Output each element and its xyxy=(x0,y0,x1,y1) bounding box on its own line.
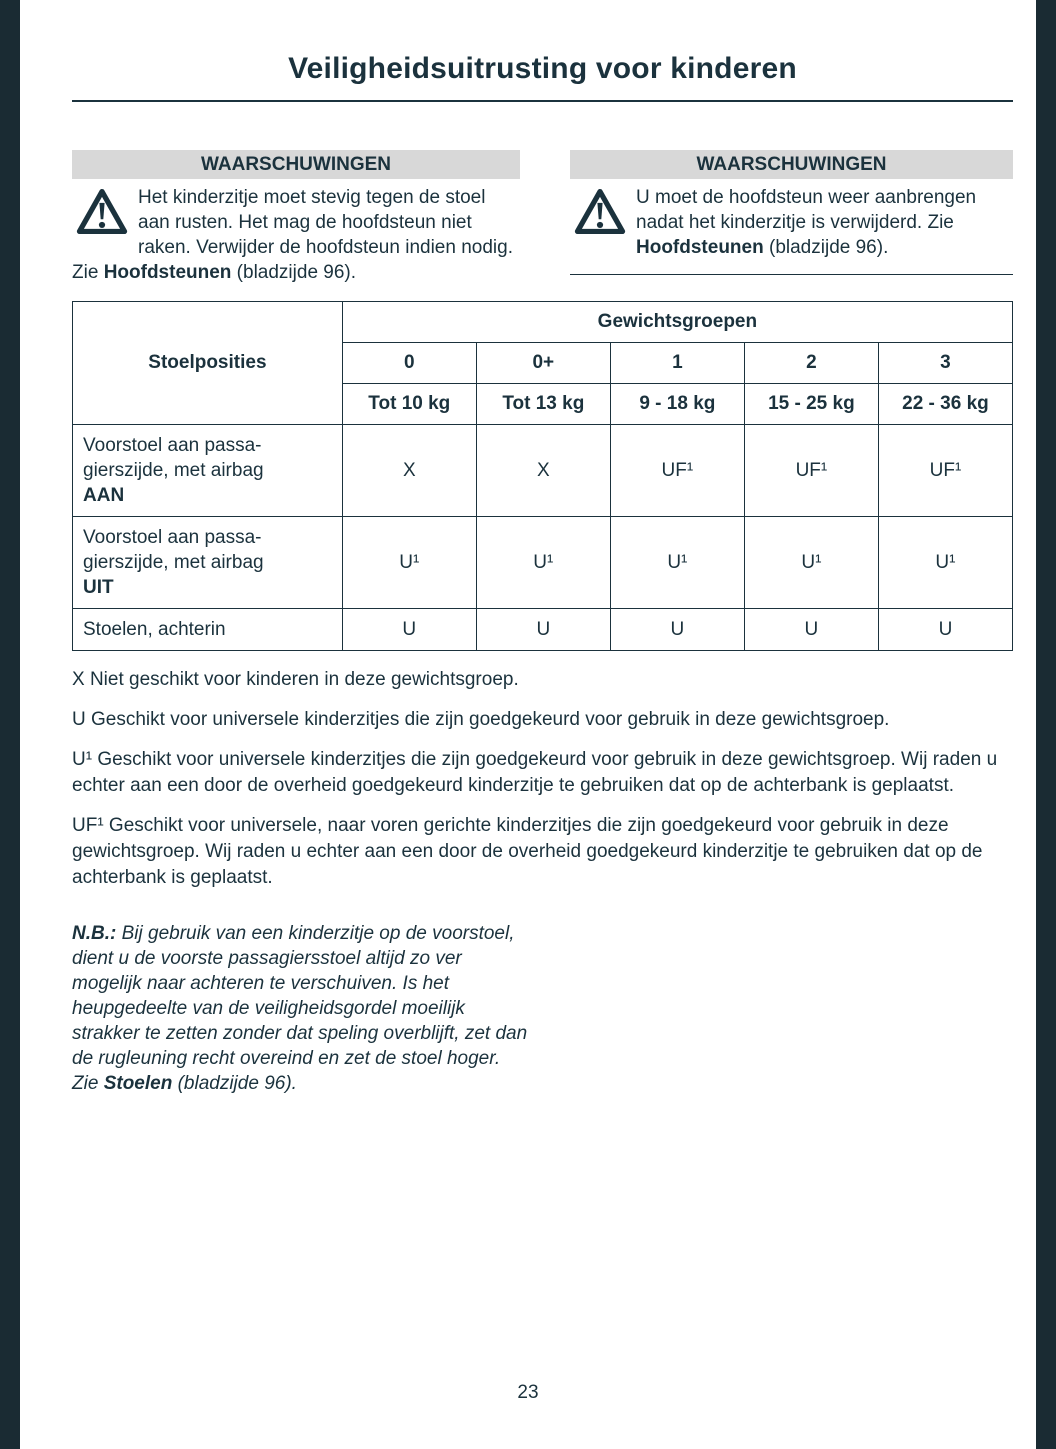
page-title: Veiligheidsuitrusting voor kinderen xyxy=(288,52,797,85)
table-cell: U xyxy=(342,609,476,651)
nb-bold-reference: Stoelen xyxy=(103,1073,173,1094)
table-cell: U xyxy=(610,609,744,651)
nb-note xyxy=(72,921,530,1096)
page-number: 23 xyxy=(517,1382,539,1403)
legend-u1: U¹ Geschikt voor universele kinderzitjes die zijn goedgekeurd voor gebruik in deze gewichtsgroep. Wij raden u echter aan een door de overheid goedgekeurd kinderzitje te gebruiken dat op de achterbank is geplaatst. xyxy=(72,749,998,796)
column-header: 3 xyxy=(878,343,1012,384)
column-header: 1 xyxy=(610,343,744,384)
table-row xyxy=(73,609,1013,651)
seat-position-label xyxy=(73,609,343,651)
child-seat-positions-table xyxy=(72,301,1013,651)
column-header: 2 xyxy=(744,343,878,384)
title-divider xyxy=(72,100,1013,102)
warning-bold-reference: Hoofdsteunen xyxy=(636,237,764,258)
warning-text: Het kinderzitje moet stevig tegen de stoel aan rusten. Het mag de hoofdsteun niet raken. Verwijder de hoofdsteun indien nodig. Zie xyxy=(72,187,513,283)
label-line: Voorstoel aan passa- xyxy=(83,435,262,456)
column-header: 0 xyxy=(342,343,476,384)
weight-header: 15 - 25 kg xyxy=(744,384,878,425)
warning-header: WAARSCHUWINGEN xyxy=(72,150,520,179)
page-edge-bar-right xyxy=(1036,0,1056,1449)
label-line: gierszijde, met airbag xyxy=(83,460,264,481)
table-group-header: Gewichtsgroepen xyxy=(342,302,1012,343)
legend-u: U Geschikt voor universele kinderzitjes die zijn goedgekeurd voor gebruik in deze gewichtsgroep. xyxy=(72,709,890,730)
label-bold: UIT xyxy=(83,577,114,598)
label-line: gierszijde, met airbag xyxy=(83,552,264,573)
nb-text: Bij gebruik van een kinderzitje op de voorstoel, dient u de voorste passagiersstoel altijd zo ver mogelijk naar achteren te verschuiven. Is het heupgedeelte van de veiligheidsgordel moeilijk strakker te zetten zonder dat speling overblijft, zet dan de rugleuning recht overeind en zet de stoel hoger. Zie xyxy=(72,923,528,1094)
weight-header: 22 - 36 kg xyxy=(878,384,1012,425)
table-cell: UF¹ xyxy=(878,425,1012,517)
warning-text: U moet de hoofdsteun weer aanbrengen nadat het kinderzitje is verwijderd. Zie xyxy=(636,187,977,233)
table-row xyxy=(73,425,1013,517)
label-bold: AAN xyxy=(83,485,125,506)
label-line: Voorstoel aan passa- xyxy=(83,527,262,548)
nb-text-suffix: (bladzijde 96). xyxy=(172,1073,297,1094)
warning-body xyxy=(570,185,1013,275)
page-content xyxy=(72,0,1013,1096)
warnings-section xyxy=(72,150,1013,285)
warning-text-suffix: (bladzijde 96). xyxy=(763,237,889,258)
warning-text-suffix: (bladzijde 96). xyxy=(231,262,357,283)
table-cell: U xyxy=(878,609,1012,651)
page-edge-bar-left xyxy=(0,0,20,1449)
warning-body xyxy=(72,185,520,285)
table-cell: U xyxy=(744,609,878,651)
warning-triangle-icon xyxy=(76,188,128,238)
warning-block-left xyxy=(72,150,520,285)
table-cell: U¹ xyxy=(610,517,744,609)
weight-header: Tot 13 kg xyxy=(476,384,610,425)
table-cell: X xyxy=(476,425,610,517)
legend-uf1: UF¹ Geschikt voor universele, naar voren gerichte kinderzitjes die zijn goedgekeurd voor gebruik in deze gewichtsgroep. Wij raden u echter aan een door de overheid goedgekeurd kinderzitje te gebruiken dat op de achterbank is geplaatst. xyxy=(72,815,983,888)
table-cell: U¹ xyxy=(342,517,476,609)
legend-x: X Niet geschikt voor kinderen in deze gewichtsgroep. xyxy=(72,669,519,690)
nb-label: N.B.: xyxy=(72,923,117,944)
table-corner-header: Stoelposities xyxy=(73,302,343,425)
seat-position-label xyxy=(73,517,343,609)
table-cell: UF¹ xyxy=(610,425,744,517)
warning-header: WAARSCHUWINGEN xyxy=(570,150,1013,179)
warning-bold-reference: Hoofdsteunen xyxy=(103,262,232,283)
table-cell: X xyxy=(342,425,476,517)
table-cell: U¹ xyxy=(744,517,878,609)
weight-header: Tot 10 kg xyxy=(342,384,476,425)
table-cell: UF¹ xyxy=(744,425,878,517)
column-header: 0+ xyxy=(476,343,610,384)
weight-header: 9 - 18 kg xyxy=(610,384,744,425)
table-row xyxy=(73,517,1013,609)
seat-position-label xyxy=(73,425,343,517)
table-cell: U¹ xyxy=(476,517,610,609)
table-cell: U xyxy=(476,609,610,651)
warning-block-right xyxy=(570,150,1013,275)
label-line: Stoelen, achterin xyxy=(83,619,226,640)
table-group-header-row xyxy=(73,302,1013,343)
table-cell: U¹ xyxy=(878,517,1012,609)
warning-triangle-icon xyxy=(574,188,626,238)
